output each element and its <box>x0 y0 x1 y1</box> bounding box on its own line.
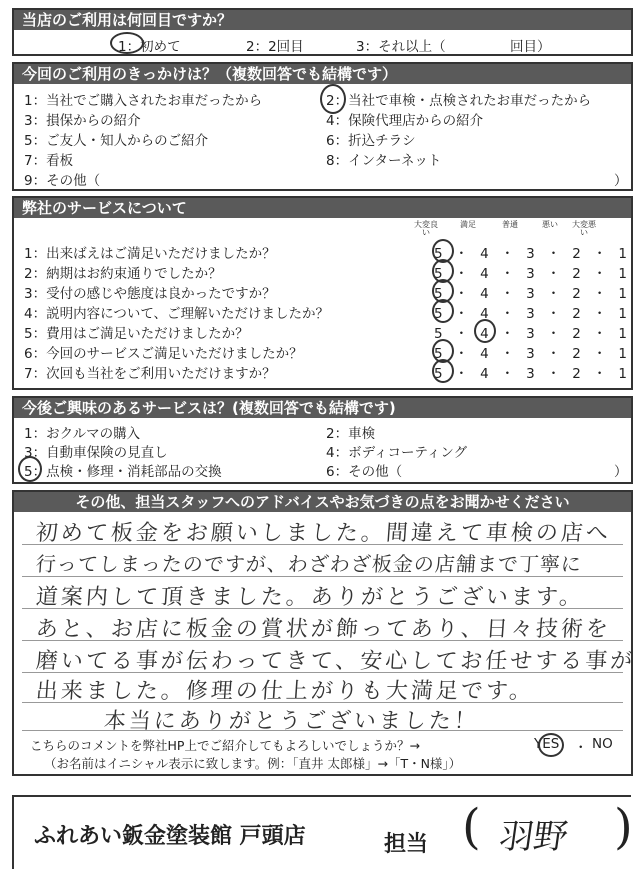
scale-label-satisfied: 満足 <box>460 220 476 229</box>
comment-header: その他、担当スタッフへのアドバイスやお気づきの点をお聞かせください <box>14 492 631 512</box>
reason-item-3[interactable]: 3：損保からの紹介 <box>24 113 141 129</box>
reason-item-6[interactable]: 6：折込チラシ <box>326 133 416 149</box>
interest-item-1[interactable]: 1：おクルマの購入 <box>24 426 141 442</box>
visit-option-second[interactable]: 2：2回目 <box>246 39 304 55</box>
visit-count-section <box>12 8 633 56</box>
publish-no[interactable]: NO <box>592 736 613 752</box>
reason-item-2[interactable]: 2：当社で車検・点検されたお車だったから <box>326 93 592 109</box>
rating-scale[interactable]: 5・4・3・2・1 <box>434 306 639 322</box>
reason-item-7[interactable]: 7：看板 <box>24 153 74 169</box>
visit-option-more-suffix: 回目） <box>510 39 551 55</box>
publish-dot: ・ <box>574 740 588 756</box>
visit-option-first[interactable]: 1：初めて <box>118 39 181 55</box>
comment-line-3: 道案内して頂きました。ありがとうございます。 <box>34 585 585 610</box>
scale-label-normal: 普通 <box>502 220 518 229</box>
service-question-6: 6：今回のサービスご満足いただけましたか？ <box>24 346 303 362</box>
rating-scale[interactable]: 5・4・3・2・1 <box>434 266 639 282</box>
selected-rating-circle <box>432 359 454 383</box>
service-question-5: 5：費用はご満足いただけましたか？ <box>24 326 249 342</box>
staff-close-paren: ) <box>614 799 633 855</box>
reason-item-8[interactable]: 8：インターネット <box>326 153 442 169</box>
comment-line-7: 本当にありがとうございました！ <box>102 709 480 734</box>
selected-rating-circle <box>474 319 496 343</box>
rating-scale[interactable]: 5・4・3・2・1 <box>434 346 639 362</box>
comment-line-2: 行ってしまったのですが、わざわざ板金の店舗まで丁寧に <box>35 552 583 576</box>
scale-label-bad: 悪い <box>542 220 558 229</box>
visit-count-header: 当店のご利用は何回目ですか？ <box>14 10 631 30</box>
service-section <box>12 196 639 390</box>
interest-item-6[interactable]: 6：その他（ <box>326 464 403 480</box>
reason-item-9[interactable]: 9：その他（ <box>24 173 101 189</box>
rating-scale[interactable]: 5・4・3・2・1 <box>434 326 639 342</box>
service-question-4: 4：説明内容について、ご理解いただけましたか？ <box>24 306 330 322</box>
visit-option-more[interactable]: 3：それ以上（ <box>356 39 446 55</box>
service-question-3: 3：受付の感じや態度は良かったですか？ <box>24 286 276 302</box>
comment-line-1: 初めて板金をお願いしました。間違えて車検の店へ <box>34 521 612 546</box>
selected-answer-circle <box>18 456 42 482</box>
service-question-1: 1：出来ばえはご満足いただけましたか？ <box>24 246 276 262</box>
selected-answer-circle <box>538 733 564 757</box>
reason-item-5[interactable]: 5：ご友人・知人からのご紹介 <box>24 133 209 149</box>
comment-line-4: あと、お店に板金の賞状が飾ってあり、日々技術を <box>34 617 612 642</box>
interest-item-2[interactable]: 2：車検 <box>326 426 376 442</box>
interest-section <box>12 396 633 484</box>
interest-header: 今後ご興味のあるサービスは？(複数回答でも結構です) <box>14 398 631 418</box>
rating-scale[interactable]: 5・4・3・2・1 <box>434 246 639 262</box>
reason-other-close: ） <box>614 173 628 189</box>
reason-header: 今回のご利用のきっかけは？（複数回答でも結構です） <box>14 64 631 84</box>
staff-label: 担当 <box>384 832 429 857</box>
service-header: 弊社のサービスについて <box>14 198 631 218</box>
initial-note: （お名前はイニシャル表示に致します。例：「直井 太郎様」→「T・N様」） <box>44 756 462 771</box>
service-question-7: 7：次回も当社をご利用いただけますか？ <box>24 366 276 382</box>
interest-item-4[interactable]: 4：ボディコーティング <box>326 445 468 461</box>
reason-item-4[interactable]: 4：保険代理店からの紹介 <box>326 113 484 129</box>
comment-line-5: 磨いてる事が伝わってきて、安心してお任せする事が <box>34 649 637 674</box>
shop-name: ふれあい鈑金塗装館 戸頭店 <box>34 824 306 849</box>
scale-label-very-bad: 大変悪い <box>572 220 596 237</box>
selected-answer-circle <box>110 32 144 54</box>
selected-rating-circle <box>432 299 454 323</box>
rating-scale[interactable]: 5・4・3・2・1 <box>434 366 639 382</box>
rating-scale[interactable]: 5・4・3・2・1 <box>434 286 639 302</box>
reason-item-1[interactable]: 1：当社でご購入されたお車だったから <box>24 93 263 109</box>
staff-open-paren: ( <box>462 799 481 855</box>
interest-item-3[interactable]: 3：自動車保険の見直し <box>24 445 168 461</box>
publish-question: こちらのコメントを弊社HP上でご紹介してもよろしいでしょうか？→ <box>30 738 420 753</box>
staff-signature: 羽野 <box>496 817 571 857</box>
comment-section <box>12 490 637 776</box>
footer-box <box>12 795 631 869</box>
interest-other-close: ） <box>614 464 628 480</box>
interest-item-5[interactable]: 5：点検・修理・消耗部品の交換 <box>24 464 222 480</box>
comment-line-6: 出来ました。修理の仕上がりも大満足です。 <box>34 679 535 704</box>
publish-yes[interactable]: YES <box>534 736 560 752</box>
service-question-2: 2：納期はお約束通りでしたか？ <box>24 266 222 282</box>
scale-label-very-good: 大変良い <box>414 220 438 237</box>
reason-section <box>12 62 633 191</box>
